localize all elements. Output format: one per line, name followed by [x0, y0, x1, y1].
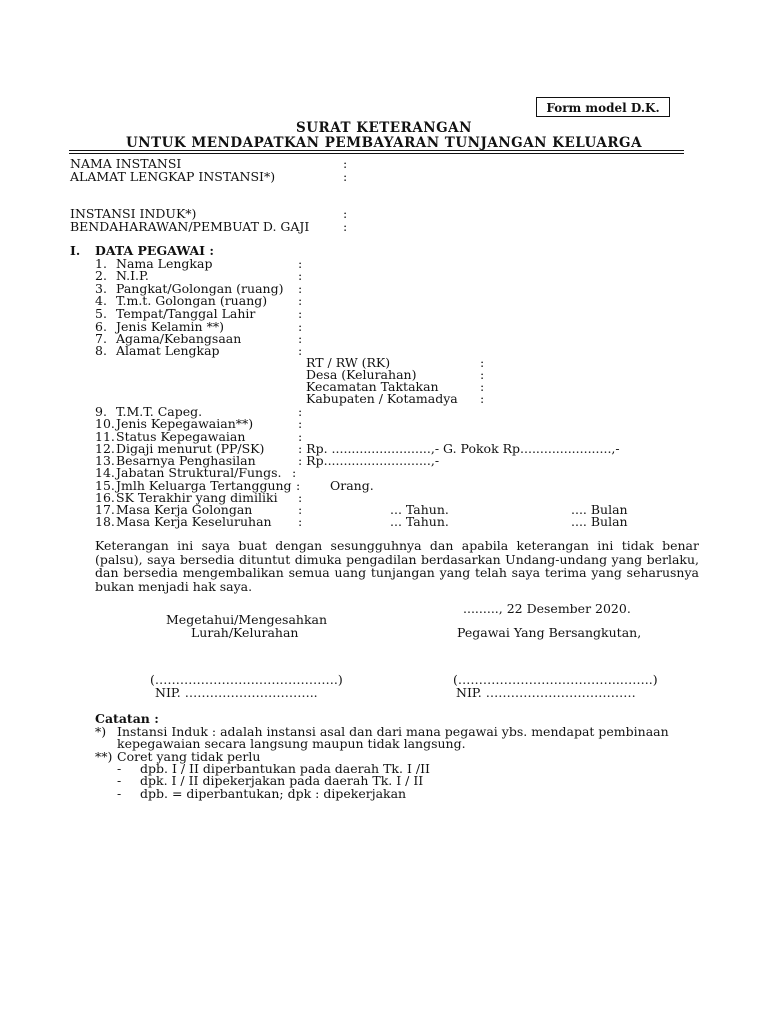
field-number: 3.	[95, 281, 107, 296]
field-colon: :	[298, 416, 303, 431]
note-text: kepegawaian secara langsung maupun tidak langsung.	[117, 736, 466, 751]
field-label: T.M.T. Capeg.	[116, 404, 203, 419]
field-colon: :	[298, 268, 303, 283]
field-label: Jenis Kelamin **)	[116, 319, 224, 334]
field-colon: :	[298, 343, 303, 358]
field-colon: :	[298, 331, 303, 346]
bullet-text: dpk. I / II dipekerjakan pada daerah Tk. I / II	[140, 773, 424, 788]
field-number: 2.	[95, 268, 107, 283]
field-label: Alamat Lengkap	[116, 343, 220, 358]
document-subtitle: UNTUK MENDAPATKAN PEMBAYARAN TUNJANGAN KELUARGA	[125, 135, 643, 151]
field-colon: :	[480, 367, 485, 382]
field-colon: :	[298, 514, 303, 529]
field-colon: :	[298, 281, 303, 296]
field-label: Jenis Kepegawaian**)	[116, 416, 254, 431]
field-number: 17.	[95, 502, 115, 517]
field-number: 16.	[95, 490, 115, 505]
field-colon: :	[298, 502, 303, 517]
approver-role: Lurah/Kelurahan	[191, 625, 299, 640]
address-label: Desa (Kelurahan)	[306, 367, 417, 382]
field-label: T.m.t. Golongan (ruang)	[116, 293, 268, 308]
field-label: Nama Lengkap	[116, 256, 213, 271]
form-model-box: Form model D.K.	[536, 97, 670, 117]
field-colon: :	[480, 391, 485, 406]
field-label: INSTANSI INDUK*)	[70, 206, 197, 221]
years-value: ... Tahun.	[390, 514, 449, 529]
field-number: 5.	[95, 306, 107, 321]
field-colon: :	[298, 404, 303, 419]
section-title: DATA PEGAWAI :	[95, 243, 214, 258]
field-colon: :	[298, 306, 303, 321]
field-label: ALAMAT LENGKAP INSTANSI*)	[70, 169, 276, 184]
field-number: 10.	[95, 416, 115, 431]
bullet-dash: -	[117, 773, 122, 788]
field-colon: :	[298, 256, 303, 271]
field-colon: :	[343, 219, 348, 234]
bullet-dash: -	[117, 786, 122, 801]
notes-title: Catatan :	[95, 711, 159, 726]
bullet-dash: -	[117, 761, 122, 776]
field-colon: :	[296, 478, 301, 493]
months-value: .... Bulan	[571, 514, 628, 529]
field-label: Jabatan Struktural/Fungs.	[116, 465, 282, 480]
field-number: 7.	[95, 331, 107, 346]
statement-paragraph: Keterangan ini saya buat dengan sesungguhnya dan apabila keterangan ini tidak benar (palsu), saya bersedia dituntut dimuka pengadilan berdasarkan Undang-undang yang berlaku, dan bersedia mengembalikan semua uang tunjangan yang telah saya terima yang seharusnya bukan menjadi hak saya.	[95, 538, 699, 594]
note-marker: **)	[95, 749, 113, 764]
field-colon: :	[298, 319, 303, 334]
field-label: Digaji menurut (PP/SK)	[116, 441, 265, 456]
field-colon: :	[298, 490, 303, 505]
approver-name-blank: (…………………….……………….)	[150, 672, 343, 687]
years-value: ... Tahun.	[390, 502, 449, 517]
field-label: Tempat/Tanggal Lahir	[116, 306, 256, 321]
field-colon: :	[292, 465, 297, 480]
employee-sign-title: Pegawai Yang Bersangkutan,	[457, 625, 642, 640]
family-count-unit: Orang.	[330, 478, 374, 493]
bullet-text: dpb. = diperbantukan; dpk : dipekerjakan	[140, 786, 407, 801]
months-value: .... Bulan	[571, 502, 628, 517]
field-label: Agama/Kebangsaan	[116, 331, 242, 346]
field-colon: :	[298, 293, 303, 308]
field-label: NAMA INSTANSI	[70, 156, 182, 171]
date-line: ........., 22 Desember 2020.	[463, 601, 631, 616]
field-label: N.I.P.	[116, 268, 149, 283]
field-colon: :	[298, 429, 303, 444]
field-label: Masa Kerja Keseluruhan	[116, 514, 272, 529]
field-label: Masa Kerja Golongan	[116, 502, 253, 517]
income-value: : Rp...........................,-	[298, 453, 440, 468]
section-number: I.	[70, 243, 81, 258]
field-label: Status Kepegawaian	[116, 429, 246, 444]
field-label: SK Terakhir yang dimiliki	[116, 490, 278, 505]
field-number: 6.	[95, 319, 107, 334]
field-number: 14.	[95, 465, 115, 480]
field-label: Besarnya Penghasilan	[116, 453, 256, 468]
employee-nip: NIP. ………………………………	[456, 685, 636, 700]
bullet-text: dpb. I / II diperbantukan pada daerah Tk. I /II	[140, 761, 430, 776]
approver-title: Megetahui/Mengesahkan	[166, 612, 328, 627]
field-number: 18.	[95, 514, 115, 529]
field-number: 9.	[95, 404, 107, 419]
field-number: 12.	[95, 441, 115, 456]
salary-basis-value: : Rp. .........................,- G. Pokok Rp.......................,-	[298, 441, 620, 456]
field-colon: :	[343, 169, 348, 184]
field-number: 8.	[95, 343, 107, 358]
field-label: Pangkat/Golongan (ruang)	[116, 281, 284, 296]
employee-name-blank: (…………………….…………..……..)	[453, 672, 658, 687]
field-label: BENDAHARAWAN/PEMBUAT D. GAJI	[70, 219, 310, 234]
document-title: SURAT KETERANGAN	[296, 120, 472, 136]
note-marker: *)	[95, 724, 107, 739]
field-colon: :	[480, 355, 485, 370]
field-number: 11.	[95, 429, 115, 444]
field-number: 1.	[95, 256, 107, 271]
field-colon: :	[343, 206, 348, 221]
address-label: RT / RW (RK)	[306, 355, 391, 370]
title-rule-thin	[69, 153, 684, 154]
field-label: Jmlh Keluarga Tertanggung	[116, 478, 292, 493]
note-text: Instansi Induk : adalah instansi asal dan dari mana pegawai ybs. mendapat pembinaan	[117, 724, 669, 739]
note-text: Coret yang tidak perlu	[117, 749, 261, 764]
field-number: 13.	[95, 453, 115, 468]
address-label: Kabupaten / Kotamadya	[306, 391, 458, 406]
field-colon: :	[343, 156, 348, 171]
field-colon: :	[480, 379, 485, 394]
address-label: Kecamatan Taktakan	[306, 379, 439, 394]
approver-nip: NIP. …………………………..	[155, 685, 318, 700]
field-number: 4.	[95, 293, 107, 308]
field-number: 15.	[95, 478, 115, 493]
title-rule	[69, 150, 684, 151]
